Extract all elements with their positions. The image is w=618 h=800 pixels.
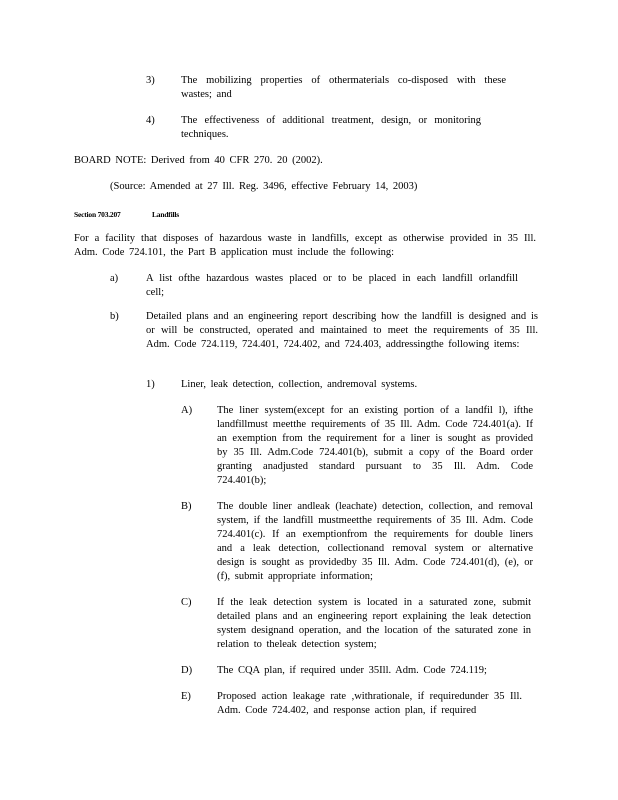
section-number: Section 703.207 [74,210,121,219]
board-note: BOARD NOTE: Derived from 40 CFR 270. 20 (2002). [74,155,323,166]
item-a-label: a) [110,273,119,284]
item-A-text: The liner system(except for an existing portion of a landfil l), ifthe landfillmust meetthe requirements of 35 Ill. Adm. Code 724.401(a). If an exemption from the requirement for a liner is sought as provided by 35 Ill. Adm.Code 724.401(b), submit a copy of the Board order granting anadjusted standard pursuant to 35 Ill. Adm. Code 724.401(b); [217,405,533,486]
item-C-text: If the leak detection system is located in a saturated zone, submit detailed plans and an engineering report explaining the leak detection system designand operation, and the location of the saturated zone in relation to theleak detection system; [217,597,531,650]
item-B-label: B) [181,501,192,512]
item-b-label: b) [110,311,119,322]
item-E-text: Proposed action leakage rate ,withrationale, if requiredunder 35 Ill. Adm. Code 724.402, and response action plan, if required [217,691,522,716]
item-1-label: 1) [146,379,155,390]
item-A-label: A) [181,405,193,416]
intro-paragraph: For a facility that disposes of hazardous waste in landfills, except as otherwise provided in 35 Ill. Adm. Code 724.101, the Part B application must include the following: [74,233,536,258]
item-D-text: The CQA plan, if required under 35Ill. Adm. Code 724.119; [217,665,487,676]
source-note: (Source: Amended at 27 Ill. Reg. 3496, effective February 14, 2003) [110,181,418,192]
section-title: Landfills [152,210,179,219]
item-D-label: D) [181,665,193,676]
item-E-label: E) [181,691,191,702]
item-a-text: A list ofthe hazardous wastes placed or to be placed in each landfill orlandfill cell; [146,273,518,298]
item-1-text: Liner, leak detection, collection, andremoval systems. [181,379,418,390]
item-b-text: Detailed plans and an engineering report describing how the landfill is designed and is or will be constructed, operated and maintained to meet the requirements of 35 Ill. Adm. Code 724.119, 724.401, 724.402, and 724.403, addressingthe following items: [146,311,538,350]
item-4-text: The effectiveness of additional treatment, design, or monitoring techniques. [181,115,481,140]
item-B-text: The double liner andleak (leachate) detection, collection, and removal system, if the landfill mustmeetthe requirements of 35 Ill. Adm. Code 724.401(c). If an exemptionfrom the requirements for double liners and a leak detection, collectionand removal system or alternative design is sought as providedby 35 Ill. Adm. Code 724.401(d), (e), or (f), submit appropriate information; [217,501,533,582]
item-C-label: C) [181,597,192,608]
item-4-label: 4) [146,115,155,126]
item-3-label: 3) [146,75,155,86]
item-3-text: The mobilizing properties of othermaterials co-disposed with these wastes; and [181,75,506,100]
